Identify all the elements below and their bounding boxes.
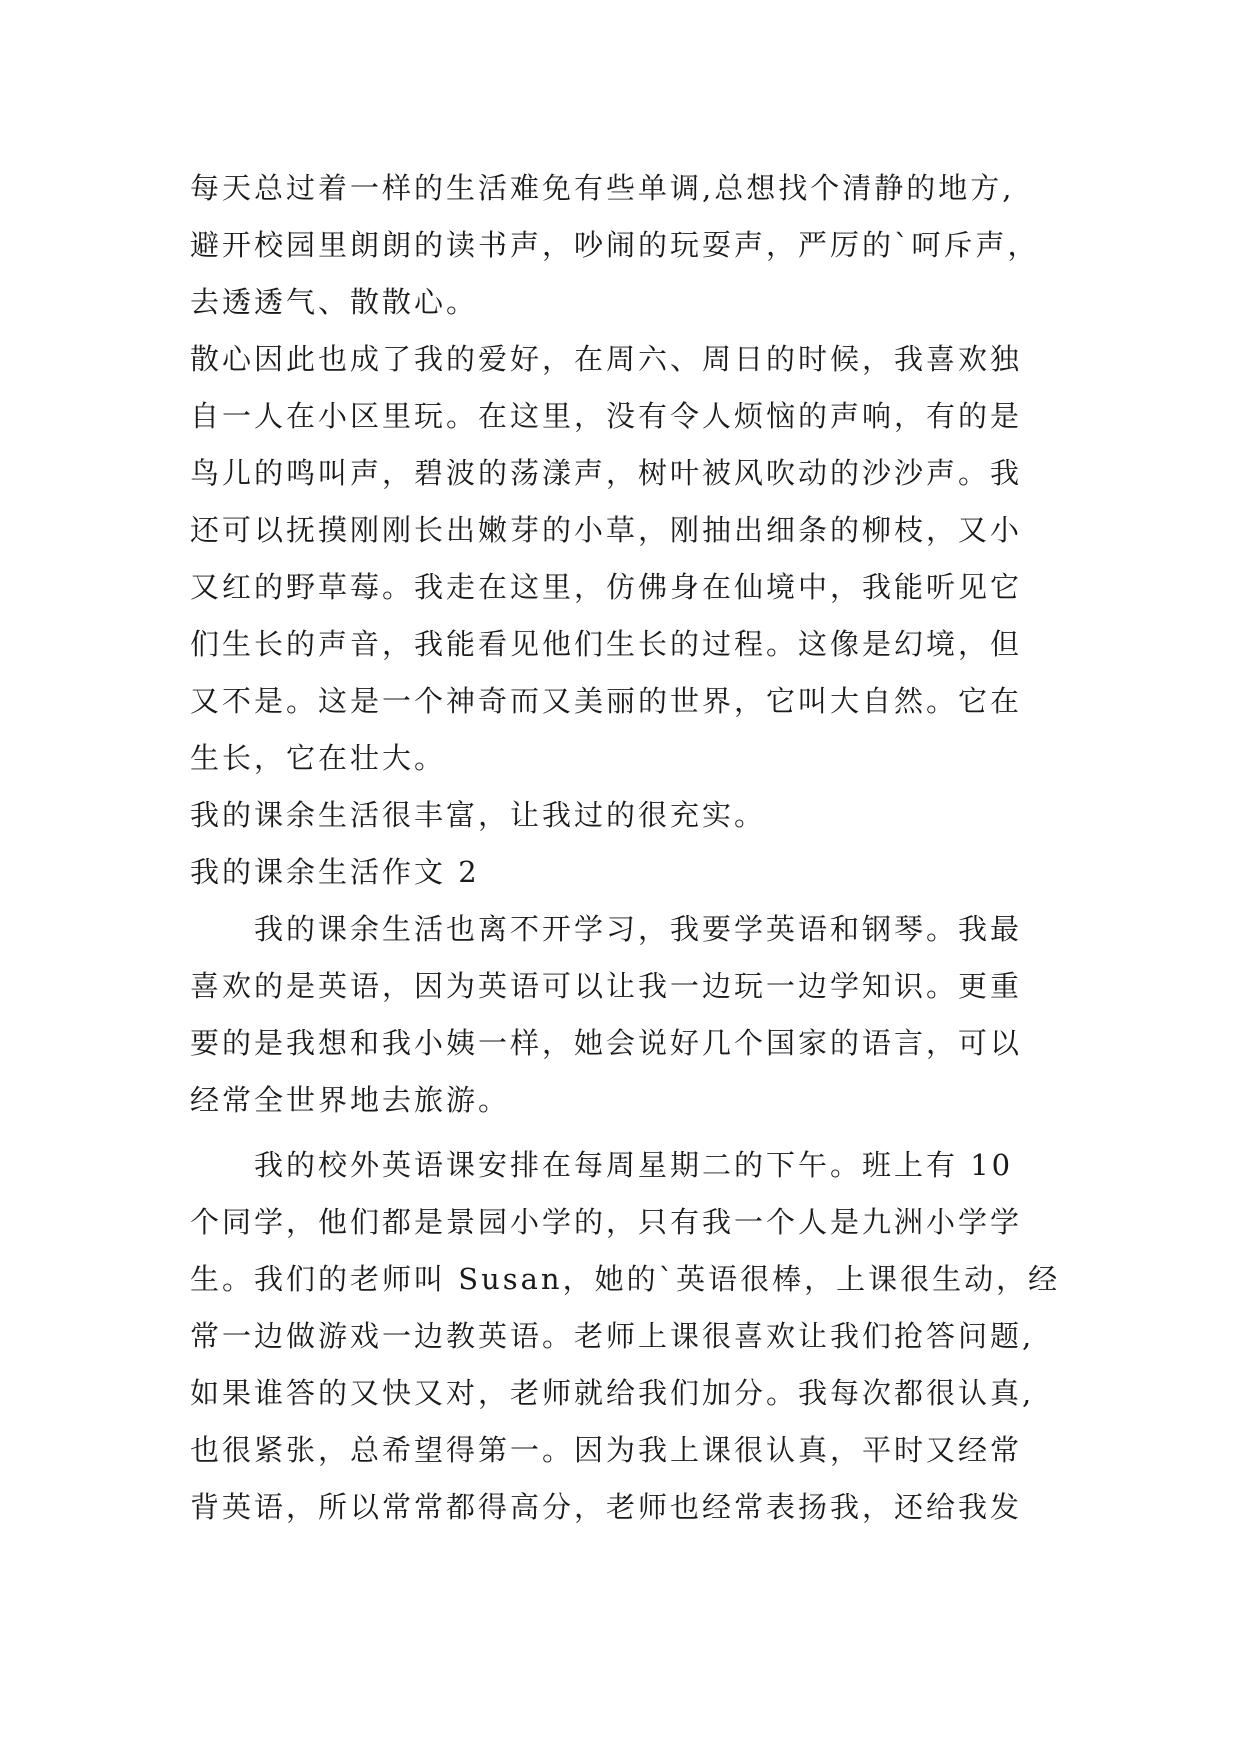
text-line: 生。我们的老师叫 Susan，她的`英语很棒，上课很生动，经	[190, 1262, 1061, 1296]
text-line: 背英语，所以常常都得高分，老师也经常表扬我，还给我发	[190, 1490, 1023, 1524]
text-line: 经常全世界地去旅游。	[190, 1083, 511, 1117]
text-line: 们生长的声音，我能看见他们生长的过程。这像是幻境，但	[190, 627, 1023, 661]
text-line: 每天总过着一样的生活难免有些单调,总想找个清静的地方,	[190, 171, 1015, 205]
text-line: 散心因此也成了我的爱好，在周六、周日的时候，我喜欢独	[190, 342, 1023, 376]
section-heading: 我的课余生活作文 2	[190, 855, 480, 889]
text-line: 避开校园里朗朗的读书声，吵闹的玩耍声，严厉的`呵斥声，	[190, 228, 1040, 262]
paragraph-gap	[190, 1129, 1090, 1137]
text-line: 又红的野草莓。我走在这里，仿佛身在仙境中，我能听见它	[190, 570, 1023, 604]
text-line: 个同学，他们都是景园小学的，只有我一个人是九洲小学学	[190, 1205, 1023, 1239]
text-line: 要的是我想和我小姨一样，她会说好几个国家的语言，可以	[190, 1026, 1023, 1060]
text-line: 常一边做游戏一边教英语。老师上课很喜欢让我们抢答问题,	[190, 1319, 1035, 1353]
document-body	[190, 160, 1090, 1536]
text-line: 喜欢的是英语，因为英语可以让我一边玩一边学知识。更重	[190, 969, 1023, 1003]
text-line: 还可以抚摸刚刚长出嫩芽的小草，刚抽出细条的柳枝，又小	[190, 513, 1023, 547]
text-line: 我的校外英语课安排在每周星期二的下午。班上有 10	[190, 1148, 1014, 1182]
text-line: 也很紧张，总希望得第一。因为我上课很认真，平时又经常	[190, 1433, 1023, 1467]
text-line: 鸟儿的鸣叫声，碧波的荡漾声，树叶被风吹动的沙沙声。我	[190, 456, 1023, 490]
text-line: 又不是。这是一个神奇而又美丽的世界，它叫大自然。它在	[190, 684, 1023, 718]
text-line: 如果谁答的又快又对，老师就给我们加分。我每次都很认真,	[190, 1376, 1035, 1410]
text-line: 去透透气、散散心。	[190, 285, 479, 319]
text-line: 我的课余生活很丰富，让我过的很充实。	[190, 798, 767, 832]
text-line: 自一人在小区里玩。在这里，没有令人烦恼的声响，有的是	[190, 399, 1023, 433]
text-line: 生长，它在壮大。	[190, 741, 447, 775]
text-line: 我的课余生活也离不开学习，我要学英语和钢琴。我最	[190, 912, 1023, 946]
